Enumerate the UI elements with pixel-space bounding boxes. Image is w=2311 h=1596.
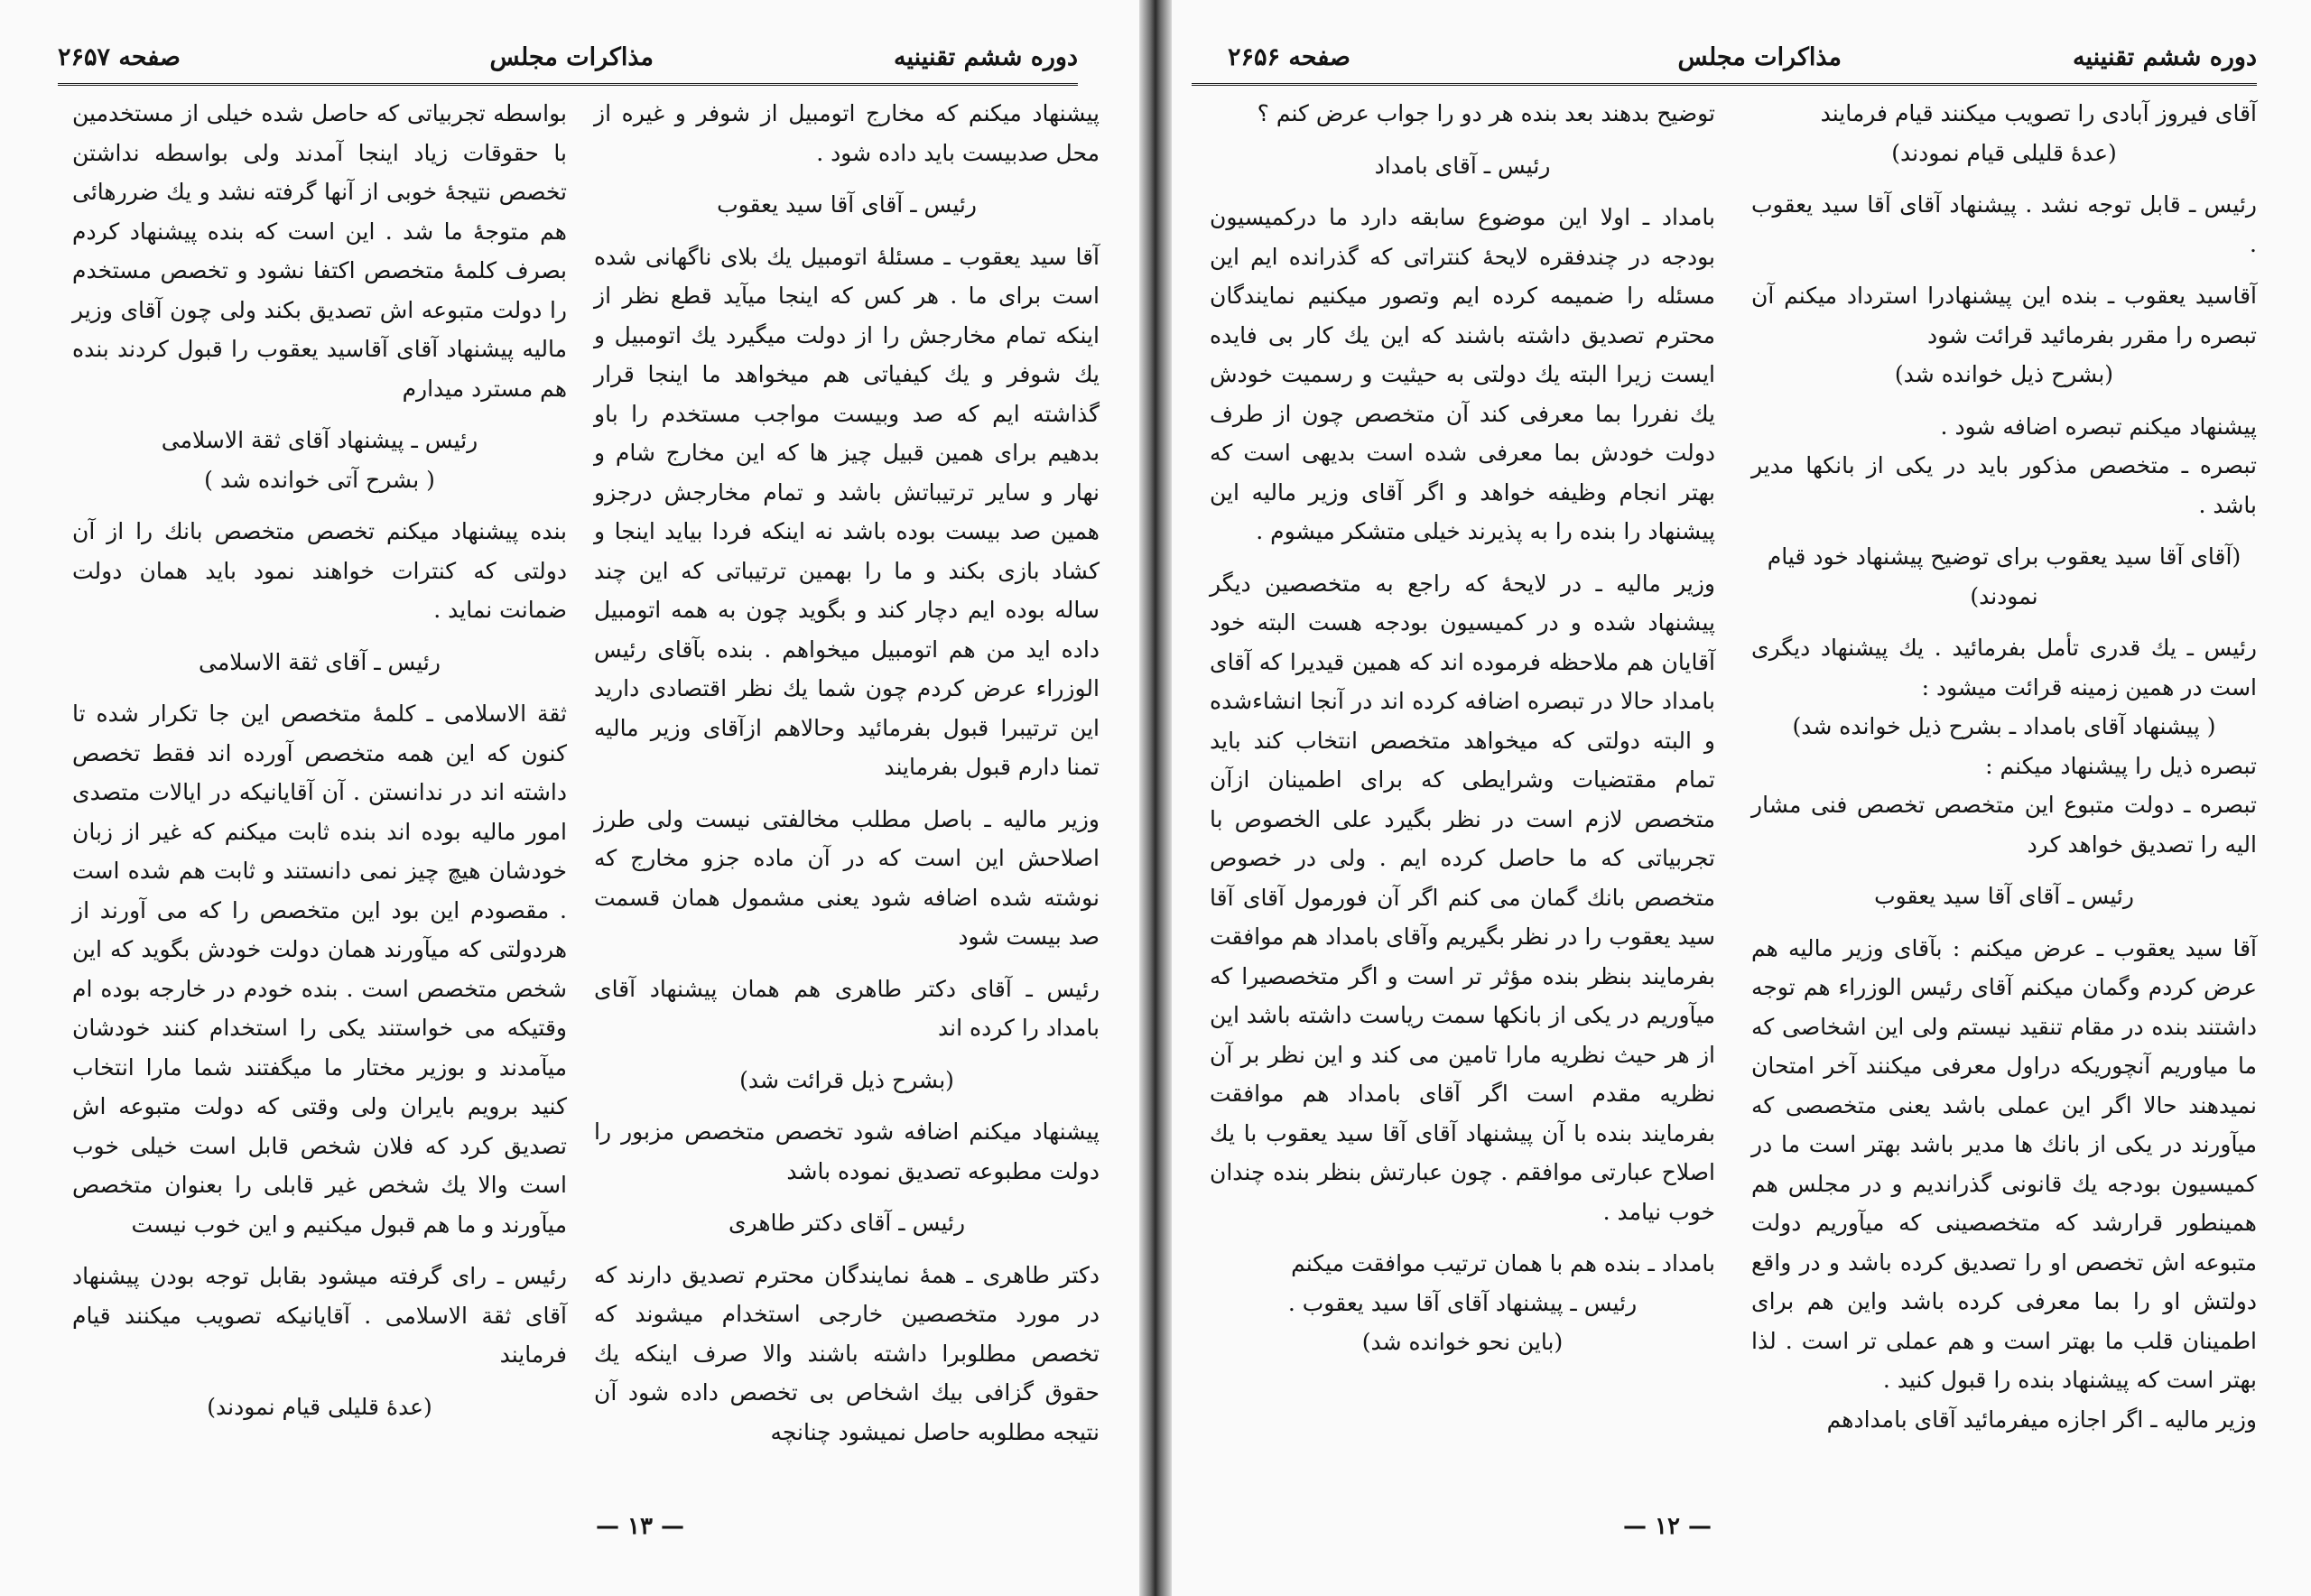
paragraph: آقا سید یعقوب ـ عرض میکنم : بآقای وزیر مالیه هم عرض کردم وگمان میکنم آقای رئیس الوزراء هم توجه داشتند بنده در مقام تنقید نیستم ولی این اشخاصی که ما میاوریم آنچوریکه دراول معرفی میکنند آخر امتحان نمیدهند حالا اگر این عملی باشد یعنی متخصصی که میآورند در یکی از بانك ها مدیر باشد بهتر است ما در کمیسیون بودجه یك قانونی گذراندیم و در مجلس هم همینطور قرارشد که متخصصینی که میآوریم دولت متبوعه اش تخصص او را تصدیق کرده باشد و در واقع دولتش او را بما معرفی کرده باشد واین هم برای اطمینان قلب ما بهتر است و هم عملی تر است . لذا بهتر است که پیشنهاد بنده را قبول کنید . [1751,934,2257,1393]
speaker-line: رئیس ـ پیشنهاد آقای آقا سید یعقوب . [1287,1289,1638,1316]
paragraph: وزیر مالیه ـ در لایحهٔ که راجع به متخصصین دیگر پیشنهاد شده و در کمیسیون بودجه هست البته خود آقایان هم ملاحظه فرموده اند که همین قیدیرا که آقای بامداد حالا در تبصره اضافه کرده اند در آنجا انشاءشده و البته دولتی که میخواهد متخصص انتخاب کند باید تمام مقتضیات وشرایطی که برای اطمینان ازآن متخصص لازم است در نظر بگیرد علی الخصوص با تجربیاتی که ما حاصل کرده ایم . ولی در خصوص متخصص بانك گمان می کنم اگر آن فورمول آقای آقا سید یعقوب را در نظر بگیریم وآقای بامداد هم موافقت بفرمایند بنظر بنده مؤثر تر است و اگر متخصصیرا که میآوریم در یکی از بانکها سمت ریاست داشته باشد این از هر حیث نظریه مارا تامین می کند و این نظر بر آن نظریه مقدم است اگر آقای بامداد هم موافقت بفرمایند بنده با آن پیشنهاد آقای آقا سید یعقوب با یك اصلاح عبارتی موافقم . چون عبارتش بنظر بنده چندان خوب نیامد . [1210,570,1715,1225]
speaker-line: رئیس ـ آقای دکتر طاهری [728,1210,966,1236]
reading-note: ( پیشنهاد آقای بامداد ـ بشرح ذیل خوانده شد) [1792,713,2216,739]
paragraph: دکتر طاهری ـ همهٔ نمایندگان محترم تصدیق دارند که در مورد متخصصین خارجی استخدام میشوند که تخصص مطلوبرا داشته باشند والا صرف اینکه یك حقوق گزافی بیك اشخاص بی تخصص داده شود آن نتیجه مطلوبه حاصل نمیشود چنانچه [594,1261,1100,1445]
speaker-line: رئیس ـ آقای بامداد [1374,152,1551,179]
paragraph: بنده پیشنهاد میکنم تخصص متخصص بانك را از آن دولتی که کنترات خواهند نمود باید همان دولت ضمانت نماید . [72,518,567,623]
reading-note: (باین نحو خوانده شد) [1361,1329,1564,1355]
speaker-line: رئیس ـ آقای آقا سید یعقوب [1874,883,2134,909]
page-number: صفحه ۲۶۵۶ [1228,43,1350,71]
header-rule [58,83,1078,86]
speaker-line: رئیس ـ پیشنهاد آقای ثقة الاسلامی [161,427,478,453]
period-label: دوره ششم تقنینیه [2073,43,2257,71]
vote-result: (عدهٔ قلیلی قیام نمودند) [207,1393,432,1420]
paragraph: رئیس ـ قابل توجه نشد . پیشنهاد آقای آقا سید یعقوب . [1751,191,2257,257]
text-column-right [1751,94,2257,1439]
paragraph: آقاسید یعقوب ـ بنده این پیشنهادرا استرداد میکنم آن تبصره را مقرر بفرمائید قرائت شود [1751,283,2257,348]
paragraph: تبصره ـ متخصص مذکور باید در یکی از بانکها مدیر باشد . [1751,452,2257,518]
paragraph: توضیح بدهند بعد بنده هر دو را جواب عرض کنم ؟ [1257,100,1715,126]
book-gutter [1139,0,1172,1596]
paragraph: آقا سید یعقوب ـ مسئلهٔ اتومبیل یك بلای ناگهانی شده است برای ما . هر کس که اینجا میآید قطع نظر از اینکه تمام مخارجش را از دولت میگیرد یك اتومبیل و یك شوفر و یك کیفیاتی هم میخواهد ما اینجا قرار گذاشته ایم که صد وبیست مواجب مستخدم را باو بدهیم برای همین قبیل چیز ها که این مخارج شام و نهار و سایر ترتیباتش باشد و تمام مخارجش درجزو همین صد بیست بوده باشد نه اینکه فردا بیاید اینجا و کشاد بازی بکند و ما را بهمین ترتیباتی که این چند ساله بوده ایم دچار کند و بگوید چون به همه اتومبیل داده اید من هم اتومبیل میخواهم . بنده بآقای رئیس الوزراء عرض کردم چون شما یك نظر اقتصادی دارید این ترتیبرا قبول بفرمائید وحالاهم ازآقای وزیر مالیه تمنا دارم قبول بفرمایند [594,243,1100,780]
header-rule [1192,83,2257,86]
paragraph: پیشنهاد میکنم اضافه شود تخصص متخصص مزبور را دولت مطبوعه تصدیق نموده باشد [594,1118,1100,1184]
speaker-line: رئیس ـ آقای ثقة الاسلامی [199,648,441,675]
speaker-line: رئیس ـ آقای دکتر طاهری هم همان پیشنهاد آقای بامداد را کرده اند [594,975,1100,1041]
right-page-header [1192,43,2257,85]
paragraph: تبصره ذیل را پیشنهاد میکنم : [1985,752,2257,779]
paragraph: رئیس ـ رای گرفته میشود بقابل توجه بودن پیشنهاد آقای ثقة الاسلامی . آقایانیکه تصویب میکنند قیام فرمایند [72,1263,567,1368]
left-page [0,0,1139,1596]
left-page-header [58,43,1078,85]
folio-number: — ۱۳ — [596,1513,685,1540]
paragraph: بامداد ـ بنده هم با همان ترتیب موافقت میکنم [1291,1250,1715,1276]
paragraph: ثقة الاسلامی ـ کلمهٔ متخصص این جا تکرار شده تا کنون که این همه متخصص آورده اند فقط تخصص داشته اند در ندانستن . آن آقایانیکه در ایالات متصدی امور مالیه بوده اند بنده ثابت میکنم که غیر از زبان خودشان هیچ چیز نمی دانستند و ثابت هم شده است . مقصودم این بود این متخصص را که می آورند از هردولتی که میآورند همان دولت خودش بگوید که این شخص متخصص است . بنده خودم در خارجه بوده ام وقتیکه می خواستند یکی را استخدام کنند خودشان میآمدند و بوزیر مختار ما میگفتند شما مارا انتخاب کنید برویم بایران ولی وقتی که دولت متبوعه اش تصدیق کرد که فلان شخص قابل است خیلی خوب است والا یك شخص غیر قابلی را بعنوان متخصص میآورند و ما هم قبول میکنیم و این خوب نیست [72,701,567,1238]
paragraph: تبصره ـ دولت متبوع این متخصص تخصص فنی مشار الیه را تصدیق خواهد کرد [1751,792,2257,858]
vote-result: (عدهٔ قلیلی قیام نمودند) [1891,139,2117,166]
folio-number: — ۱۲ — [1623,1513,1712,1540]
paragraph: وزیر مالیه ـ باصل مطلب مخالفتی نیست ولی طرز اصلاحش این است که در آن ماده جزو مخارج که نوشته شده اضافه شود یعنی مشمول همان قسمت صد بیست شود [594,805,1100,950]
paragraph: بواسطه تجربیاتی که حاصل شده خیلی از مستخدمین با حقوقات زیاد اینجا آمدند ولی بواسطه نداشتن تخصص نتیجهٔ خوبی از آنها گرفته نشد و یك ضررهائی هم متوجهٔ ما شد . این است که بنده پیشنهاد کردم بصرف کلمهٔ متخصص اکتفا نشود و تخصص مستخدم را دولت متبوعه اش تصدیق بکند ولی چون آقای وزیر مالیه پیشنهاد آقای آقاسید یعقوب را قبول کردند بنده هم مسترد میدارم [72,100,567,402]
paragraph: پیشنهاد میکنم تبصره اضافه شود . [1940,413,2257,440]
text-column-right [594,94,1100,1452]
speaker-line: رئیس ـ آقای آقا سید یعقوب [717,191,977,218]
reading-note: (بشرح ذیل خوانده شد) [1894,361,2114,387]
paragraph: پیشنهاد میکنم که مخارج اتومبیل از شوفر و غیره از محل صدبیست باید داده شود . [594,100,1100,166]
period-label: دوره ششم تقنینیه [894,43,1078,71]
paragraph: وزیر مالیه ـ اگر اجازه میفرمائید آقای بامدادهم [1826,1406,2257,1433]
text-column-left [1210,94,1715,1362]
reading-note: (آقای آقا سید یعقوب برای توضیح پیشنهاد خود قیام نمودند) [1767,543,2241,609]
reading-note: ( بشرح آتی خوانده شد ) [204,466,435,493]
page-number: صفحه ۲۶۵۷ [58,43,181,71]
paragraph: آقای فیروز آبادی را تصویب میکنند قیام فرمایند [1820,100,2257,126]
reading-note: (بشرح ذیل قرائت شد) [739,1066,954,1093]
paragraph: بامداد ـ اولا این موضوع سابقه دارد ما درکمیسیون بودجه در چندفقره لایحهٔ کنتراتی که گذرانده ایم این مسئله را ضمیمه کرده ایم وتصور میکنیم نمایندگان محترم تصدیق داشته باشند که این یك کار بی فایده ایست زیرا البته یك دولتی به حیثیت و رسمیت خودش یك نفررا بما معرفی کند آن متخصص چون از طرف دولت خودش بما معرفی شده است بدیهی است که بهتر انجام وظیفه خواهد و اگر آقای وزیر مالیه این پیشنهاد را بنده را به پذیرند خیلی متشکر میشوم . [1210,204,1715,544]
running-title: مذاکرات مجلس [489,43,654,71]
paragraph: رئیس ـ یك قدری تأمل بفرمائید . یك پیشنهاد دیگری است در همین زمینه قرائت میشود : [1751,635,2257,701]
running-title: مذاکرات مجلس [1677,43,1842,71]
right-page [1172,0,2311,1596]
text-column-left [72,94,567,1426]
